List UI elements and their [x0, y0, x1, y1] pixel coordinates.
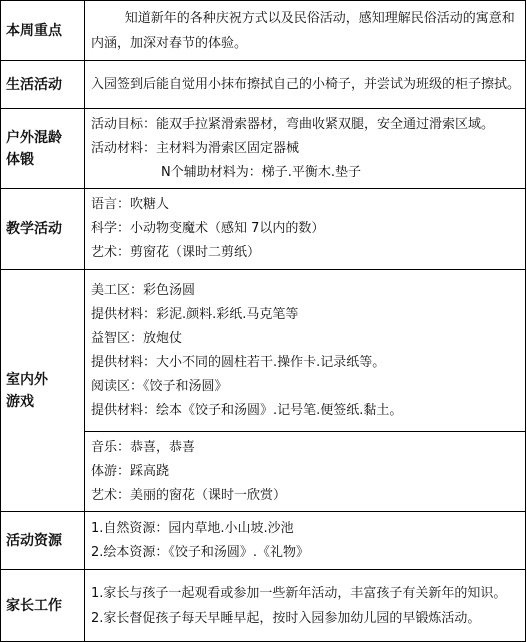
- life-activity-text: 入园签到后能自觉用小抹布擦拭自己的小椅子，并尝试为班级的柜子擦拭。: [91, 77, 521, 92]
- content-outdoor-exercise: [85, 109, 526, 189]
- row-teaching: [1, 189, 526, 270]
- content-teaching: [85, 189, 526, 270]
- indoor-game-item: 提供材料：彩泥.颜料.彩纸.马克笔等: [91, 306, 299, 322]
- content-resources: [85, 512, 526, 570]
- indoor-game-item: 提供材料：绘本《饺子和汤圆》.记号笔.便签纸.黏土。: [91, 402, 403, 418]
- row-resources: [1, 512, 526, 570]
- label-life-activity: 生活活动: [1, 61, 85, 109]
- content-outdoor-games: [85, 432, 526, 512]
- label-games-line2: 游戏: [6, 393, 34, 410]
- label-weekly-focus: 本周重点: [1, 1, 85, 61]
- indoor-game-item: 益智区：放炮仗: [91, 330, 183, 346]
- row-outdoor-exercise: [1, 109, 526, 189]
- content-weekly-focus: [85, 1, 526, 61]
- outdoor-aux-material: N个辅助材料为：梯子.平衡木.垫子: [161, 164, 361, 180]
- resource-item: 2.绘本资源：《饺子和汤圆》.《礼物》: [91, 544, 310, 560]
- row-life: [1, 61, 526, 109]
- content-indoor-games: [85, 270, 526, 432]
- label-outdoor-line1: 户外混龄: [6, 129, 62, 146]
- row-focus: [1, 1, 526, 61]
- label-resources: 活动资源: [1, 512, 85, 570]
- label-teaching: 教学活动: [1, 189, 85, 270]
- outdoor-game-item: 音乐：恭喜，恭喜: [91, 439, 196, 455]
- indoor-game-item: 阅读区：《饺子和汤圆》: [91, 378, 228, 394]
- row-parents: [1, 570, 526, 642]
- content-parents: [85, 570, 526, 642]
- weekly-focus-text: 知道新年的各种庆祝方式以及民俗活动，感知理解民俗活动的寓意和内涵，加深对春节的体验。: [91, 10, 515, 51]
- indoor-game-item: 提供材料：大小不同的圆柱若干.操作卡.记录纸等。: [91, 354, 386, 370]
- teaching-item: 科学：小动物变魔术（感知 7以内的数）: [91, 221, 325, 236]
- outdoor-game-item: 艺术：美丽的窗花（课时一欣赏）: [91, 487, 287, 503]
- label-games: [1, 270, 85, 512]
- label-outdoor-line2: 体锻: [6, 151, 34, 168]
- resource-item: 1.自然资源：园内草地.小山坡.沙池: [91, 520, 294, 536]
- label-outdoor-exercise: [1, 109, 85, 189]
- outdoor-game-item: 体游：踩高跷: [91, 463, 170, 479]
- outdoor-goal: 活动目标：能双手拉紧滑索器材，弯曲收紧双腿，安全通过滑索区域。: [91, 116, 495, 132]
- indoor-game-item: 美工区：彩色汤圆: [91, 282, 196, 298]
- teaching-item: 艺术：剪窗花（课时二剪纸）: [91, 245, 261, 260]
- content-life-activity: [85, 61, 526, 109]
- outdoor-material: 活动材料：主材料为滑索区固定器械: [91, 140, 300, 156]
- label-parents: 家长工作: [1, 570, 85, 642]
- parent-work-item: 2.家长督促孩子每天早睡早起，按时入园参加幼儿园的早锻炼活动。: [91, 610, 481, 626]
- row-games-indoor: [1, 270, 526, 432]
- teaching-item: 语言：吹糖人: [91, 197, 170, 212]
- parent-work-item: 1.家长与孩子一起观看或参加一些新年活动，丰富孩子有关新年的知识。: [91, 585, 507, 601]
- label-games-line1: 室内外: [6, 371, 48, 388]
